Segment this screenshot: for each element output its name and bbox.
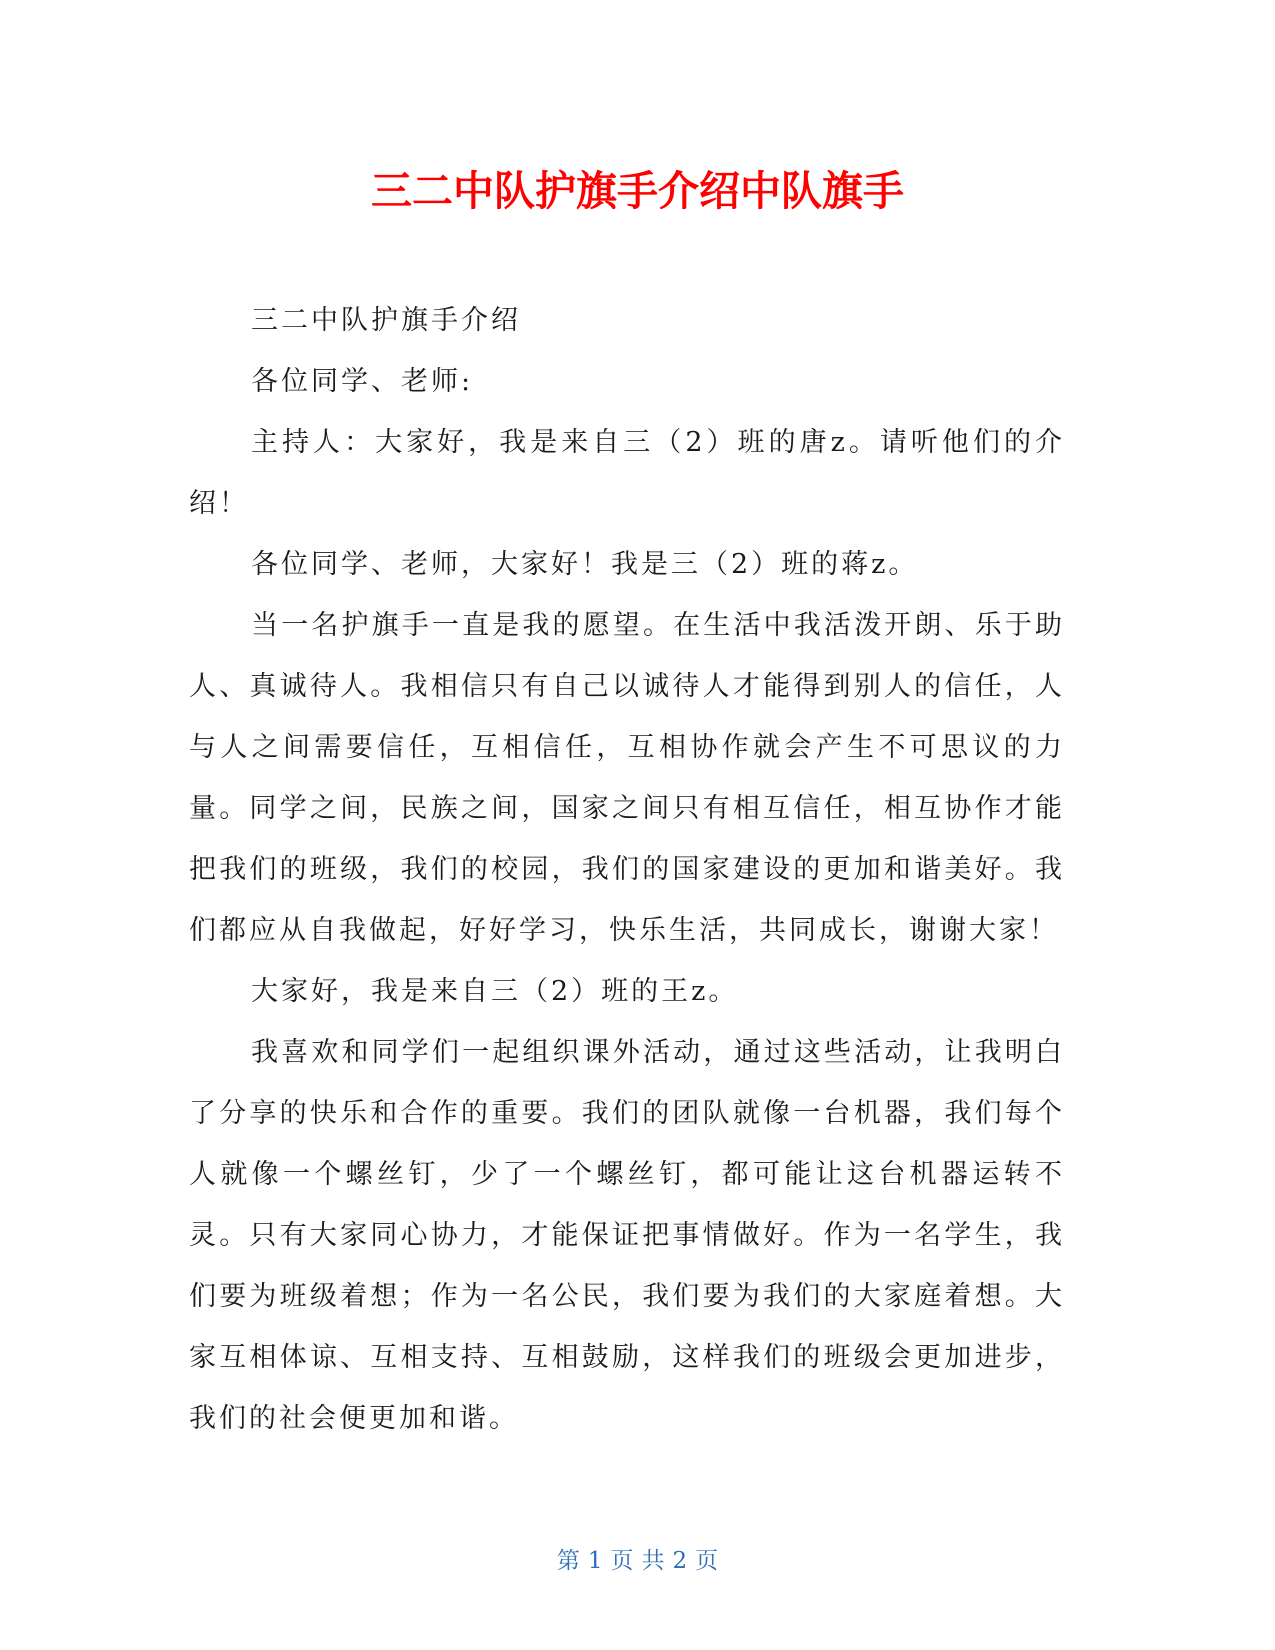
footer-total-unit: 页 <box>695 1548 719 1574</box>
page-footer <box>0 1546 1275 1576</box>
paragraph-heading: 三二中队护旗手介绍 <box>251 305 521 336</box>
paragraph-host-intro: 主持人：大家好，我是来自三（2）班的唐z。请听他们的介绍！ <box>189 427 1065 519</box>
paragraph-greeting: 各位同学、老师: <box>251 366 474 397</box>
document-body <box>189 290 1065 1449</box>
footer-page-number: 1 <box>587 1548 603 1574</box>
paragraph-speaker-2-intro: 大家好，我是来自三（2）班的王z。 <box>251 976 739 1007</box>
footer-page-label: 第 <box>556 1548 580 1574</box>
paragraph-speaker-1-speech: 当一名护旗手一直是我的愿望。在生活中我活泼开朗、乐于助人、真诚待人。我相信只有自己以诚待人才能得到别人的信任，人与人之间需要信任，互相信任，互相协作就会产生不可思议的力量。同学之间，民族之间，国家之间只有相互信任，相互协作才能把我们的班级，我们的校园，我们的国家建设的更加和谐美好。我们都应从自我做起，好好学习，快乐生活，共同成长，谢谢大家！ <box>189 610 1065 946</box>
footer-total-pages: 2 <box>672 1548 688 1574</box>
paragraph-speaker-2-speech: 我喜欢和同学们一起组织课外活动，通过这些活动，让我明白了分享的快乐和合作的重要。我们的团队就像一台机器，我们每个人就像一个螺丝钉，少了一个螺丝钉，都可能让这台机器运转不灵。只有大家同心协力，才能保证把事情做好。作为一名学生，我们要为班级着想；作为一名公民，我们要为我们的大家庭着想。大家互相体谅、互相支持、互相鼓励，这样我们的班级会更加进步，我们的社会便更加和谐。 <box>189 1037 1065 1434</box>
paragraph-speaker-1-intro: 各位同学、老师，大家好！我是三（2）班的蒋z。 <box>251 549 919 580</box>
footer-total-label: 共 <box>641 1548 665 1574</box>
footer-page-unit: 页 <box>610 1548 634 1574</box>
document-title: 三二中队护旗手介绍中队旗手 <box>371 167 904 215</box>
